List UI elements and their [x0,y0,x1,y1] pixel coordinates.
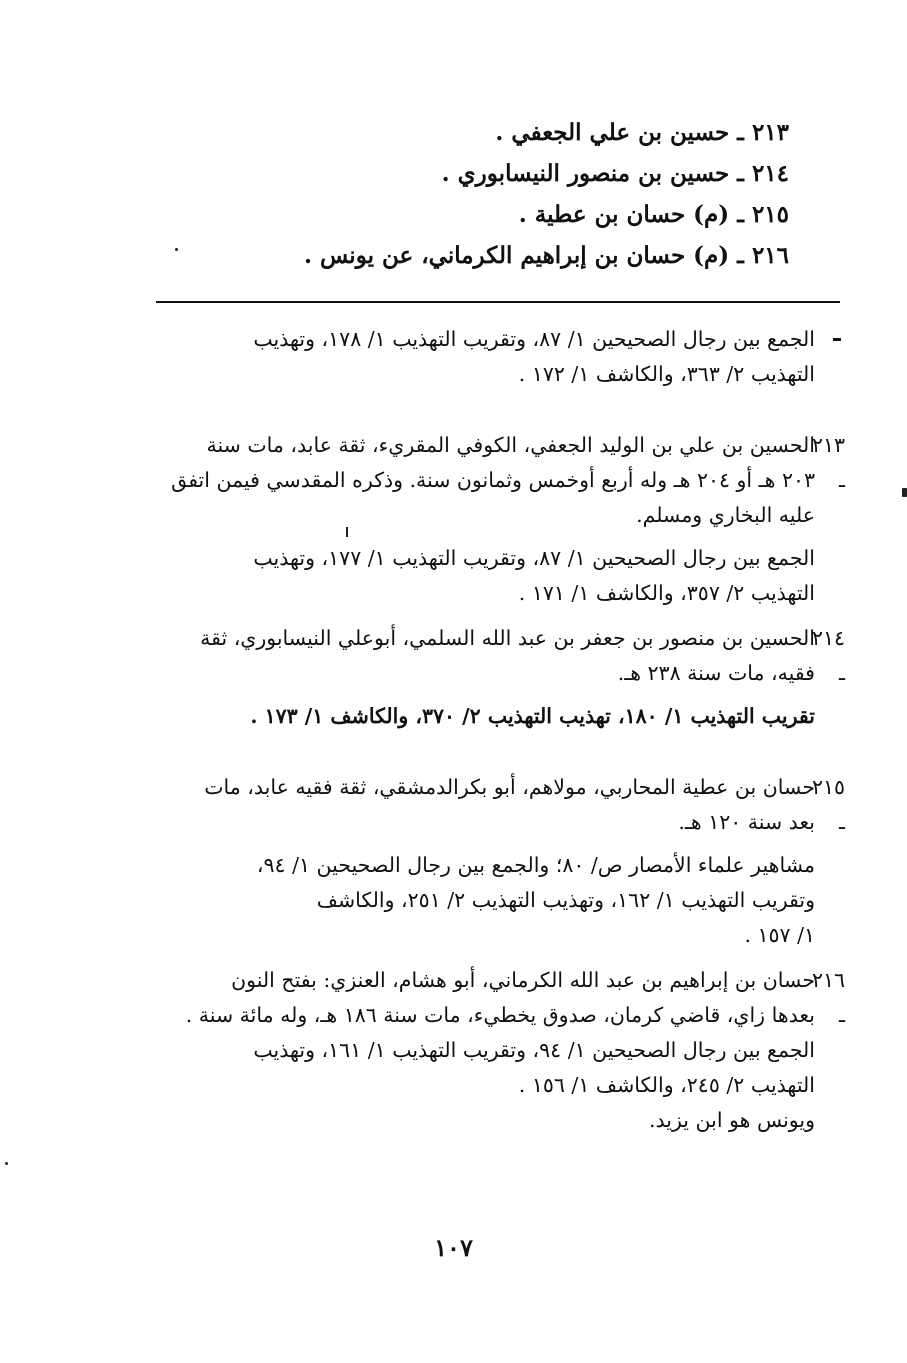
entry-216: ٢١٦ ـ (م) حسان بن إبراهيم الكرماني، عن يونس . [303,242,789,269]
note-214-head-1: الحسين بن منصور بن جعفر بن عبد الله السلمي، أبوعلي النيسابوري، ثقة [200,626,815,650]
note-215-number: ٢١٥ ـ [811,775,845,834]
note-213-number: ٢١٣ ـ [811,433,845,492]
note-214-head-2: فقيه، مات سنة ٢٣٨ هـ. [617,661,815,685]
note-216-head-1: حسان بن إبراهيم بن عبد الله الكرماني، أبو هشام، العنزي: بفتح النون [231,968,815,992]
note-216 [155,963,845,1138]
note-bullet [155,322,845,392]
note-213-head-3: عليه البخاري ومسلم. [636,503,815,527]
note-214-number: ٢١٤ ـ [811,626,845,685]
note-213 [155,428,845,611]
note-215-src-2: وتقريب التهذيب ١/ ١٦٢، وتهذيب التهذيب ٢/ ٢٥١، والكاشف [316,888,815,912]
scan-speck [902,488,907,497]
note-216-src-1: الجمع بين رجال الصحيحين ١/ ٩٤، وتقريب التهذيب ١/ ١٦١، وتهذيب [253,1038,815,1062]
note-bullet-line-1: الجمع بين رجال الصحيحين ١/ ٨٧، وتقريب التهذيب ١/ ١٧٨، وتهذيب [253,327,815,351]
note-213-src-2: التهذيب ٢/ ٣٥٧، والكاشف ١/ ١٧١ . [518,581,815,605]
note-216-number: ٢١٦ ـ [811,968,845,1027]
entry-213: ٢١٣ ـ حسين بن علي الجعفي . [495,119,789,146]
note-216-extra: ويونس هو ابن يزيد. [649,1108,815,1132]
entry-list [229,112,789,276]
entry-215: ٢١٥ ـ (م) حسان بن عطية . [518,201,789,228]
footnotes [155,322,845,1138]
note-215-head-2: بعد سنة ١٢٠ هـ. [678,810,815,834]
note-bullet-line-2: التهذيب ٢/ ٣٦٣، والكاشف ١/ ١٧٢ . [518,362,815,386]
footnote-separator [156,301,840,303]
note-216-head-2: بعدها زاي، قاضي كرمان، صدوق يخطيء، مات سنة ١٨٦ هـ، وله مائة سنة . [185,1003,815,1027]
note-213-head-1: الحسين بن علي بن الوليد الجعفي، الكوفي المقريء، ثقة عابد، مات سنة [206,433,815,457]
note-215-src-3: ١/ ١٥٧ . [744,923,815,947]
note-214-src-1: تقريب التهذيب ١/ ١٨٠، تهذيب التهذيب ٢/ ٣٧٠، والكاشف ١/ ١٧٣ . [250,704,815,728]
scan-speck [175,248,178,251]
bullet-mark [833,338,841,341]
page-number: ١٠٧ [434,1233,473,1262]
note-216-src-2: التهذيب ٢/ ٢٤٥، والكاشف ١/ ١٥٦ . [518,1073,815,1097]
note-215-src-1: مشاهير علماء الأمصار ص/ ٨٠؛ والجمع بين رجال الصحيحين ١/ ٩٤، [256,853,815,877]
scan-speck [5,1162,8,1165]
note-215 [155,770,845,953]
note-213-src-1: الجمع بين رجال الصحيحين ١/ ٨٧، وتقريب التهذيب ١/ ١٧٧، وتهذيب [253,546,815,570]
note-213-head-2: ٢٠٣ هـ أو ٢٠٤ هـ وله أربع أوخمس وثمانون سنة. وذكره المقدسي فيمن اتفق [171,468,815,492]
note-214 [155,621,845,734]
note-215-head-1: حسان بن عطية المحاربي، مولاهم، أبو بكرالدمشقي، ثقة فقيه عابد، مات [204,775,815,799]
entry-214: ٢١٤ ـ حسين بن منصور النيسابوري . [441,160,789,187]
scan-speck [346,527,348,537]
